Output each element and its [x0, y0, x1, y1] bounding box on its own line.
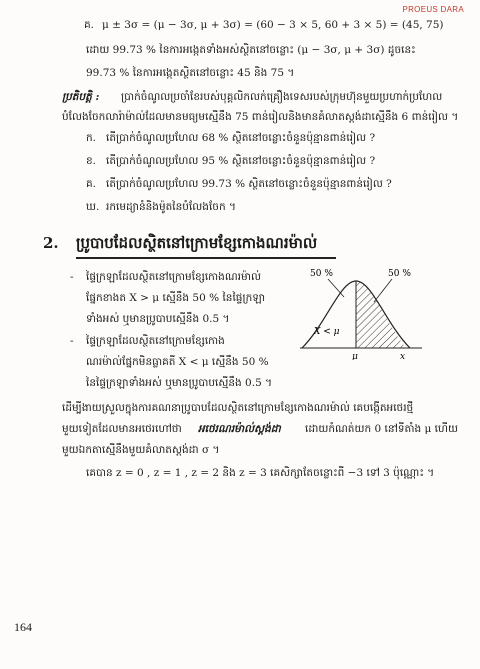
bullet-dash: - — [70, 271, 74, 283]
paragraph-line: ដើម្បីងាយស្រួលក្នុងការគណនាប្រូបាបដែលស្ថិតនៅក្រោមខ្សែកោងណរម៉ាល់ គេបង្កើតអថេរថ្មី — [62, 402, 414, 414]
question-text: តើប្រាក់ចំណូលប្រហែល 95 % ស្ថិតនៅចន្លោះចំនួនប៉ុន្មានពាន់រៀល ? — [106, 155, 376, 167]
label-pointer — [328, 279, 344, 297]
paragraph-line: គេបាន z = 0 , z = 1 , z = 2 និង z = 3 គេសិក្សាតែចន្លោះពី −3 ទៅ 3 ប៉ុណ្ណោះ ។ — [86, 467, 435, 479]
question-text: តើប្រាក់ចំណូលប្រហែល 68 % ស្ថិតនៅចន្លោះចំនួនប៉ុន្មានពាន់រៀល ? — [106, 132, 376, 144]
x-axis-label: x — [400, 352, 406, 360]
label-pointer — [374, 279, 392, 302]
bullet-line: នៃផ្ទៃក្រឡាទាំងអស់ ឬមានប្រូបាបស្មើនឹង 0.5 ។ — [86, 377, 273, 389]
paragraph-line: មួយទៀតដែលមានអថេរហៅថា — [62, 423, 182, 435]
section-title-underline — [76, 257, 336, 259]
question-label: ខ. — [86, 155, 97, 167]
exercise-text1: ប្រាក់ចំណូលប្រចាំខែរបស់បុគ្គលិកលក់គ្រឿងទេសរបស់ក្រុមហ៊ុនមួយប្រហាក់ប្រហែល — [121, 91, 443, 103]
question-label: ក. — [86, 132, 97, 144]
right-half-shaded-area — [356, 281, 406, 348]
right-percent-label: 50 % — [388, 269, 411, 279]
standard-normal-term: អថេរណរម៉ាល់ស្ដង់ដា — [198, 423, 281, 435]
normal-curve-figure — [300, 264, 430, 360]
bullet-line: ទាំងអស់ ឬមានប្រូបាបស្មើនឹង 0.5 ។ — [86, 313, 230, 325]
region-label: X < μ — [314, 327, 340, 337]
part-c-line2: 99.73 % នៃការអង្កេតស្ថិតនៅចន្លោះ 45 និង 75 ។ — [86, 67, 295, 79]
question-label: គ. — [86, 178, 97, 190]
left-percent-label: 50 % — [310, 269, 333, 279]
bullet-line: ណរម៉ាល់ផ្នែកមិនធ្លាគតី X < μ ស្មើនឹង 50 % — [86, 356, 269, 368]
part-c-formula: μ ± 3σ = (μ − 3σ, μ + 3σ) = (60 − 3 × 5, 60 + 3 × 5) = (45, 75) — [102, 19, 444, 31]
paragraph-line: មួយឯកតាស្មើនឹងមួយគំលាតស្ដង់ដា σ ។ — [62, 444, 220, 456]
part-c-label: គ. — [84, 19, 95, 31]
brand-header: PROEUS DARA — [402, 5, 464, 14]
exercise-label: ប្រតិបត្តិ : — [62, 91, 100, 103]
section-title: ប្រូបាបដែលស្ថិតនៅក្រោមខ្សែកោងណរម៉ាល់ — [76, 234, 318, 252]
bullet-dash: - — [70, 335, 74, 347]
paragraph-line: ដោយកំណត់យក 0 នៅទីតាំង μ ហើយ — [305, 423, 458, 435]
bullet-line: ផ្នែកខាងត X > μ ស្មើនឹង 50 % នៃផ្ទៃក្រឡា — [86, 292, 266, 304]
section-number: 2. — [43, 234, 59, 252]
bullet-line: ផ្ទៃក្រឡាដែលស្ថិតនៅក្រោមខ្សែកោងណរម៉ាល់ — [86, 271, 261, 283]
page-number: 164 — [14, 620, 32, 634]
mu-label: μ — [352, 352, 358, 360]
question-label: ឃ. — [86, 201, 100, 213]
exercise-text2: បំលែងចែកលារ៉ាម៉ាល់ដែលមានមធ្យមស្មើនឹង 75 ពាន់រៀលនិងមានគំលាតស្ដង់ដាស្មើនឹង 6 ពាន់រៀល ។ — [62, 111, 459, 123]
question-text: តើប្រាក់ចំណូលប្រហែល 99.73 % ស្ថិតនៅចន្លោះចំនួនប៉ុន្មានពាន់រៀល ? — [106, 178, 392, 190]
bullet-line: ផ្ទៃក្រឡាដែលស្ថិតនៅក្រោមខ្សែកោង — [86, 335, 225, 347]
question-text: រកមេដ្យានំនិងម៉ូតនៃបំលែងចែក ។ — [106, 201, 236, 213]
part-c-line1: ដោយ 99.73 % នៃការអង្កេតទាំងអស់ស្ថិតនៅចន្លោះ (μ − 3σ, μ + 3σ) ដូចនេះ — [86, 44, 416, 56]
